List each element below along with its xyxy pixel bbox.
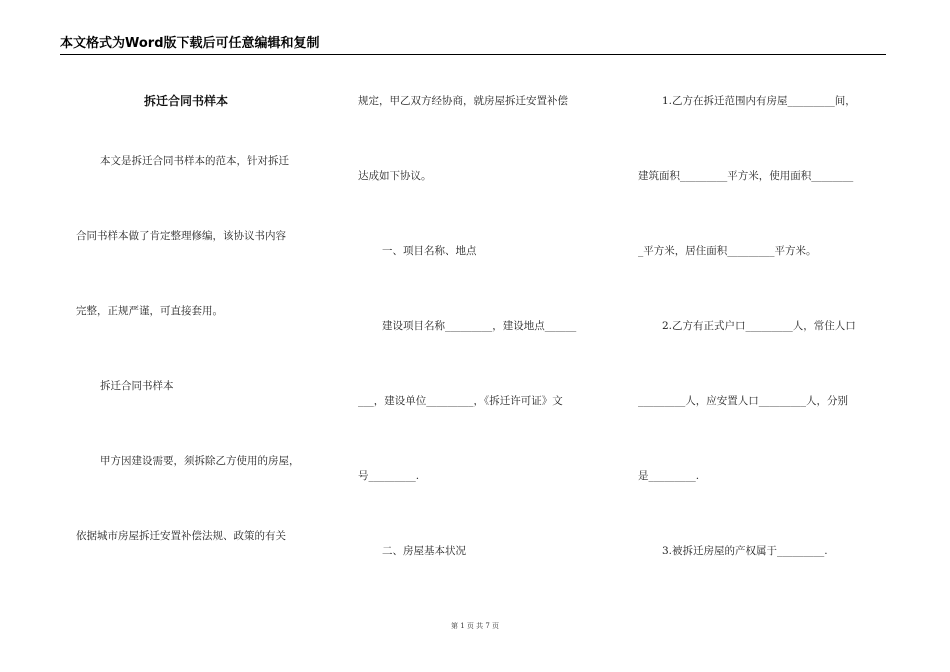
paragraph-line: 1.乙方在拆迁范围内有房屋_________间， <box>662 95 856 107</box>
paragraph-line: ___，建设单位_________，《拆迁许可证》文 <box>358 395 563 407</box>
section-heading: 拆迁合同书样本 <box>100 380 174 392</box>
paragraph-line: 3.被拆迁房屋的产权属于_________. <box>662 545 828 557</box>
paragraph-line: 本文是拆迁合同书样本的范本，针对拆迁 <box>100 155 289 167</box>
text-column-1 <box>76 0 326 672</box>
section-heading: 二、房屋基本状况 <box>382 545 466 557</box>
text-column-2 <box>358 0 608 672</box>
paragraph-line: 是_________. <box>638 470 700 482</box>
page-indicator: 第 1 页 共 7 页 <box>450 622 500 630</box>
document-title: 拆迁合同书样本 <box>144 94 229 108</box>
paragraph-line: 合同书样本做了肯定整理修编，该协议书内容 <box>76 230 286 242</box>
header-text: 本文格式为Word版下载后可任意编辑和复制 <box>60 36 320 51</box>
paragraph-line: 规定，甲乙双方经协商，就房屋拆迁安置补偿 <box>358 95 568 107</box>
paragraph-line: 达成如下协议。 <box>358 170 432 182</box>
paragraph-line: 建筑面积_________平方米，使用面积________ <box>638 170 854 182</box>
paragraph-line: 号_________. <box>358 470 420 482</box>
paragraph-line: _________人，应安置人口_________人，分别 <box>638 395 848 407</box>
paragraph-line: 甲方因建设需要，须拆除乙方使用的房屋， <box>100 455 300 467</box>
section-heading: 一、项目名称、地点 <box>382 245 477 257</box>
text-column-3 <box>638 0 888 672</box>
paragraph-line: 依据城市房屋拆迁安置补偿法规、政策的有关 <box>76 530 286 542</box>
paragraph-line: 建设项目名称_________，建设地点______ <box>382 320 577 332</box>
paragraph-line: 完整，正规严谨，可直接套用。 <box>76 305 223 317</box>
paragraph-line: _平方米，居住面积_________平方米。 <box>638 245 817 257</box>
paragraph-line: 2.乙方有正式户口_________人，常住人口 <box>662 320 856 332</box>
